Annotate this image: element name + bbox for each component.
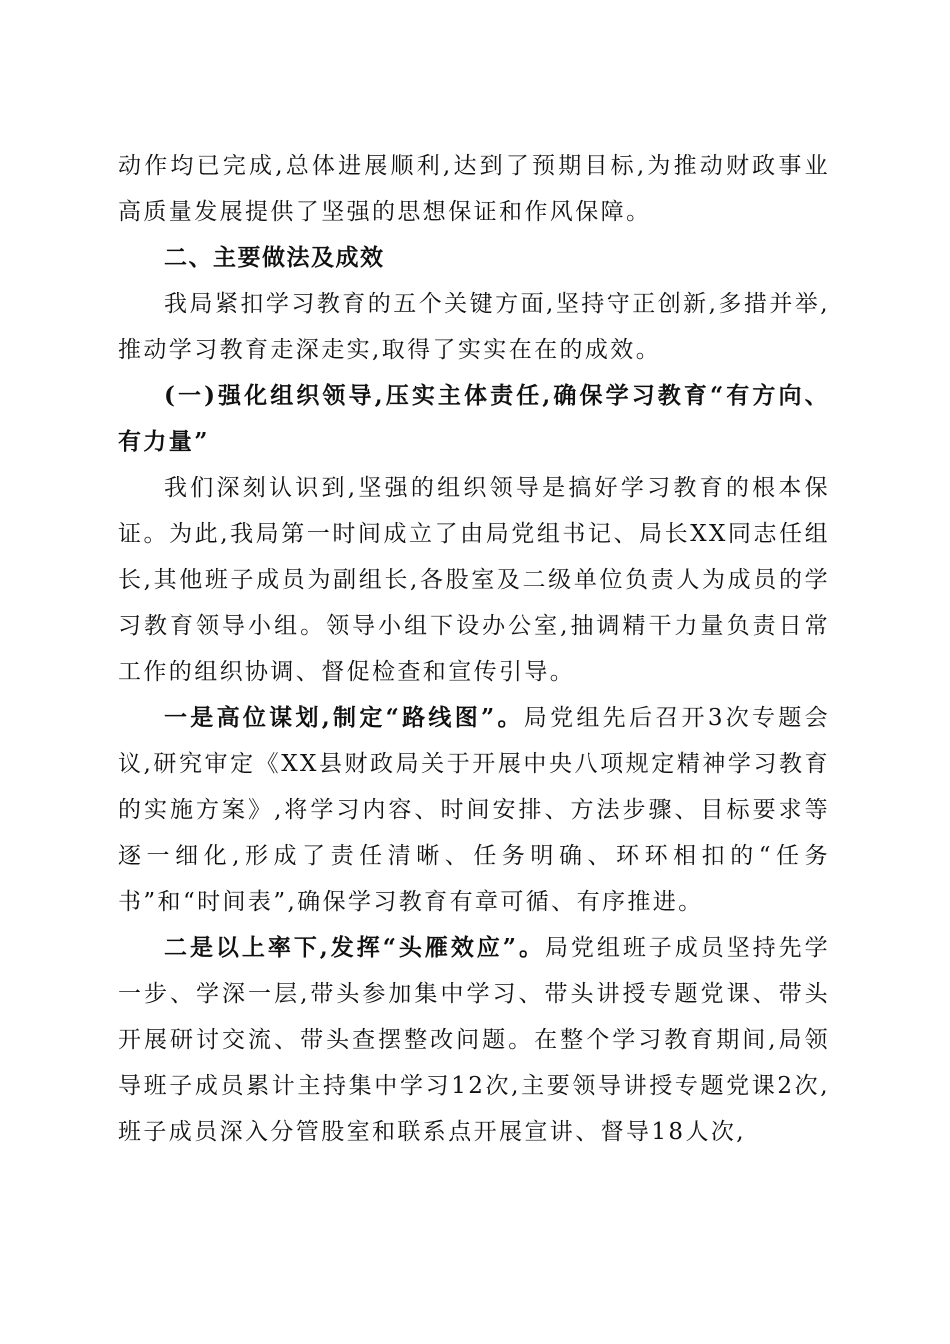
paragraph-point-one (118, 695, 830, 925)
paragraph-intro: 我局紧扣学习教育的五个关键方面,坚持守正创新,多措并举,推动学习教育走深走实,取得了实实在在的成效。 (118, 291, 830, 363)
section-heading: 二、主要做法及成效 (164, 245, 385, 271)
point-one-lead: 一是高位谋划,制定“路线图”。 (164, 704, 524, 731)
point-one-body: 局党组先后召开3次专题会议,研究审定《XX县财政局关于开展中央八项规定精神学习教育的实施方案》,将学习内容、时间安排、方法步骤、目标要求等逐一细化,形成了责任清晰、任务明确、环环相扣的“任务书”和“时间表”,确保学习教育有章可循、有序推进。 (118, 705, 831, 915)
paragraph-organization: 我们深刻认识到,坚强的组织领导是搞好学习教育的根本保证。为此,我局第一时间成立了由局党组书记、局长XX同志任组长,其他班子成员为副组长,各股室及二级单位负责人为成员的学习教育领导小组。领导小组下设办公室,抽调精干力量负责日常工作的组织协调、督促检查和宣传引导。 (118, 475, 830, 685)
paragraph-point-two (118, 925, 830, 1155)
point-two-lead: 二是以上率下,发挥“头雁效应”。 (164, 934, 545, 961)
subsection-heading: (一)强化组织领导,压实主体责任,确保学习教育“有方向、有力量” (118, 382, 830, 455)
paragraph-continuation: 动作均已完成,总体进展顺利,达到了预期目标,为推动财政事业高质量发展提供了坚强的思想保证和作风保障。 (118, 153, 830, 225)
document-body (118, 143, 830, 1155)
point-two-body: 局党组班子成员坚持先学一步、学深一层,带头参加集中学习、带头讲授专题党课、带头开展研讨交流、带头查摆整改问题。在整个学习教育期间,局领导班子成员累计主持集中学习12次,主要领导讲授专题党课2次,班子成员深入分管股室和联系点开展宣讲、督导18人次, (118, 935, 830, 1145)
